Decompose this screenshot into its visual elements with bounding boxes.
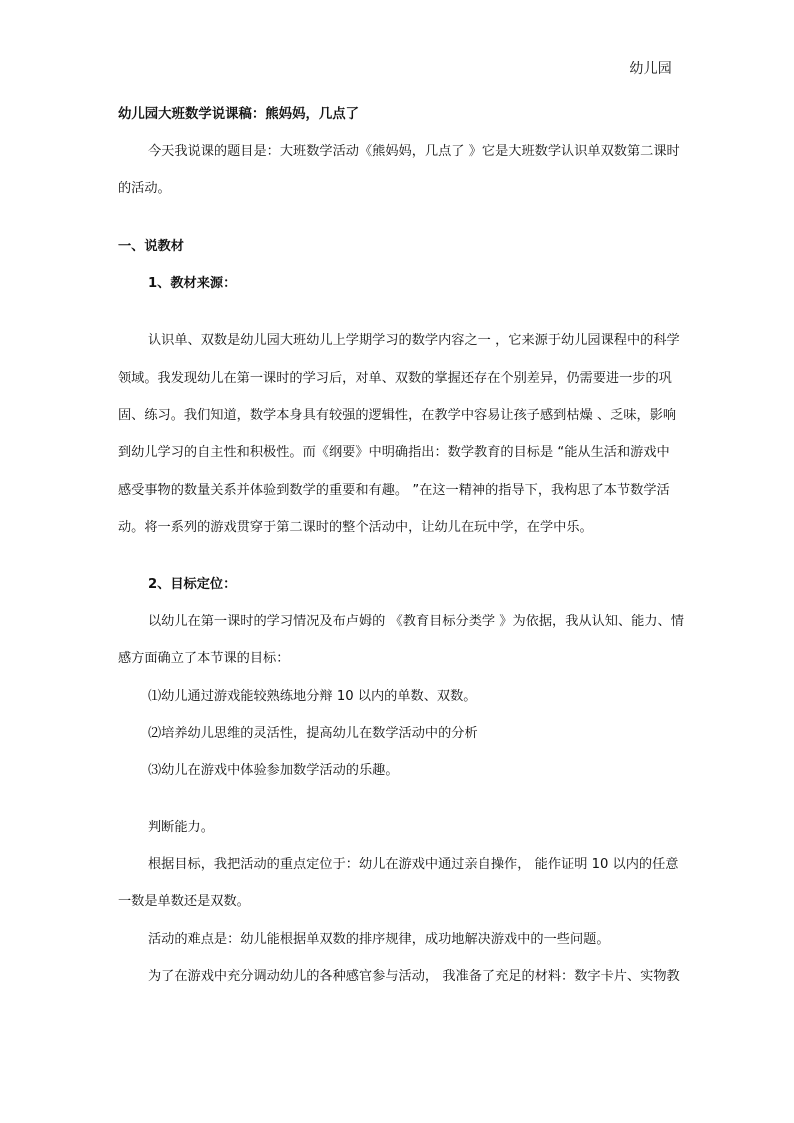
paragraph-3-line-1: 根据目标，我把活动的重点定位于：幼儿在游戏中通过亲自操作， 能作证明 10 以内的任意 (148, 857, 679, 872)
page-header: 幼儿园 (629, 61, 672, 77)
header-divider (118, 84, 676, 85)
paragraph-2-line-1: 以幼儿在第一课时的学习情况及布卢姆的 《教育目标分类学 》为依据，我从认知、能力、情 (148, 614, 684, 629)
paragraph-5: 为了在游戏中充分调动幼儿的各种感官参与活动， 我准备了充足的材料：数字卡片、实物教 (148, 969, 680, 984)
subsection-heading-2: 2、目标定位： (148, 577, 237, 592)
document-title: 幼儿园大班数学说课稿：熊妈妈，几点了 (118, 107, 360, 122)
paragraph-1-line-4: 到幼儿学习的自主性和积极性。而《纲要》中明确指出：数学教育的目标是 “能从生活和游戏中 (118, 445, 670, 460)
paragraph-1-line-3: 固、练习。我们知道，数学本身具有较强的逻辑性，在教学中容易让孩子感到枯燥 、乏味，影响 (118, 408, 677, 423)
goal-continuation: 判断能力。 (148, 820, 214, 835)
goal-item-1: ⑴幼儿通过游戏能较熟练地分辩 10 以内的单数、双数。 (148, 689, 477, 704)
subsection-heading-1: 1、教材来源： (148, 276, 237, 291)
section-heading-1: 一、说教材 (118, 239, 184, 254)
goal-item-3: ⑶幼儿在游戏中体验参加数学活动的乐趣。 (148, 763, 399, 778)
goal-item-2: ⑵培养幼儿思维的灵活性，提高幼儿在数学活动中的分析 (148, 726, 478, 741)
paragraph-2-line-2: 感方面确立了本节课的目标： (118, 651, 290, 666)
paragraph-3-line-2: 一数是单数还是双数。 (118, 894, 250, 909)
paragraph-1-line-5: 感受事物的数量关系并体验到数学的重要和有趣。 ”在这一精神的指导下，我构思了本节数学活 (118, 483, 670, 498)
paragraph-1-line-6: 动。将一系列的游戏贯穿于第二课时的整个活动中，让幼儿在玩中学，在学中乐。 (118, 520, 593, 535)
intro-line-2: 的活动。 (118, 181, 171, 196)
paragraph-1-line-1: 认识单、双数是幼儿园大班幼儿上学期学习的数学内容之一 ，它来源于幼儿园课程中的科学 (148, 333, 680, 348)
paragraph-4: 活动的难点是：幼儿能根据单双数的排序规律，成功地解决游戏中的一些问题。 (148, 932, 610, 947)
intro-line-1: 今天我说课的题目是：大班数学活动《熊妈妈，几点了 》它是大班数学认识单双数第二课时 (148, 144, 680, 159)
paragraph-1-line-2: 领域。我发现幼儿在第一课时的学习后，对单、双数的掌握还存在个别差异，仍需要进一步的巩 (118, 371, 672, 386)
